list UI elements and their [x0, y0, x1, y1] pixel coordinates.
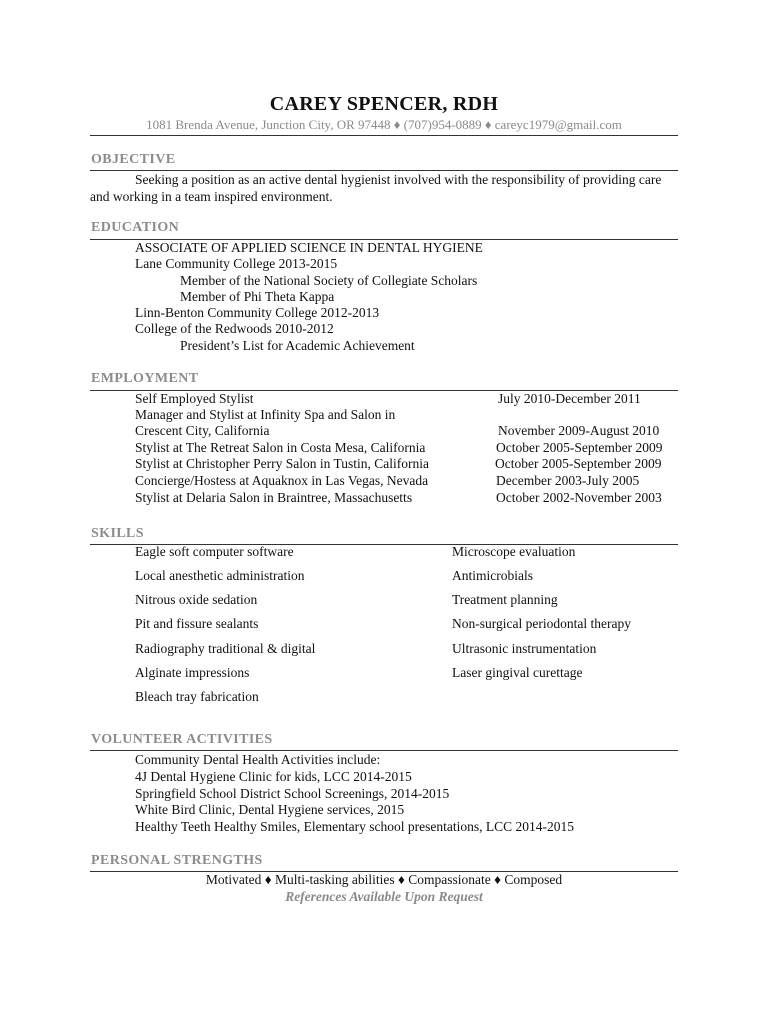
strengths-text: Motivated ♦ Multi-tasking abilities ♦ Compassionate ♦ Composed [205, 872, 563, 887]
skill-item: Radiography traditional & digital [135, 641, 316, 656]
objective-divider [90, 170, 678, 171]
job-title: Concierge/Hostess at Aquaknox in Las Vegas, Nevada [135, 473, 429, 488]
job-dates: December 2003-July 2005 [496, 473, 640, 488]
education-honor: Member of the National Society of Collegiate Scholars [180, 273, 478, 288]
job-title: Manager and Stylist at Infinity Spa and Salon in [135, 407, 396, 422]
contact-info: 1081 Brenda Avenue, Junction City, OR 97448 ♦ (707)954-0889 ♦ careyc1979@gmail.com [146, 117, 622, 132]
references-note: References Available Upon Request [285, 889, 483, 904]
skill-item: Treatment planning [452, 592, 558, 607]
skill-item: Eagle soft computer software [135, 544, 294, 559]
skills-heading: SKILLS [91, 526, 144, 541]
job-dates: October 2005-September 2009 [496, 440, 663, 455]
skill-item: Microscope evaluation [452, 544, 576, 559]
objective-heading: OBJECTIVE [91, 152, 176, 167]
education-honor: Member of Phi Theta Kappa [180, 289, 335, 304]
job-dates: July 2010-December 2011 [498, 391, 641, 406]
volunteer-divider [90, 750, 678, 751]
degree-title: ASSOCIATE OF APPLIED SCIENCE IN DENTAL HYGIENE [135, 240, 483, 255]
job-dates: November 2009-August 2010 [498, 423, 660, 438]
skill-item: Local anesthetic administration [135, 568, 305, 583]
skill-item: Alginate impressions [135, 665, 250, 680]
strengths-heading: PERSONAL STRENGTHS [91, 853, 263, 868]
skill-item: Pit and fissure sealants [135, 616, 259, 631]
volunteer-heading: VOLUNTEER ACTIVITIES [91, 732, 273, 747]
job-title-continued: Crescent City, California [135, 423, 270, 438]
skill-item: Nitrous oxide sedation [135, 592, 258, 607]
job-title: Self Employed Stylist [135, 391, 254, 406]
volunteer-item: White Bird Clinic, Dental Hygiene services, 2015 [135, 802, 405, 817]
job-title: Stylist at The Retreat Salon in Costa Mesa, California [135, 440, 426, 455]
objective-text: Seeking a position as an active dental hygienist involved with the responsibility of providing care and working in a team inspired environment. [90, 172, 662, 204]
job-title: Stylist at Delaria Salon in Braintree, Massachusetts [135, 490, 413, 505]
skill-item: Bleach tray fabrication [135, 689, 259, 704]
volunteer-item: Springfield School District School Screenings, 2014-2015 [135, 786, 450, 801]
education-school: Linn-Benton Community College 2012-2013 [135, 305, 380, 320]
header-divider [90, 135, 678, 136]
education-heading: EDUCATION [91, 220, 180, 235]
skill-item: Laser gingival curettage [452, 665, 583, 680]
volunteer-item: 4J Dental Hygiene Clinic for kids, LCC 2014-2015 [135, 769, 412, 784]
education-honor: President’s List for Academic Achievement [180, 338, 415, 353]
education-school: College of the Redwoods 2010-2012 [135, 321, 334, 336]
volunteer-intro: Community Dental Health Activities include: [135, 752, 381, 767]
employment-heading: EMPLOYMENT [91, 371, 199, 386]
job-dates: October 2002-November 2003 [496, 490, 662, 505]
skill-item: Non-surgical periodontal therapy [452, 616, 631, 631]
job-title: Stylist at Christopher Perry Salon in Tustin, California [135, 456, 430, 471]
volunteer-item: Healthy Teeth Healthy Smiles, Elementary school presentations, LCC 2014-2015 [135, 819, 574, 834]
candidate-name: CAREY SPENCER, RDH [269, 93, 499, 115]
job-dates: October 2005-September 2009 [495, 456, 662, 471]
skill-item: Antimicrobials [452, 568, 533, 583]
education-school: Lane Community College 2013-2015 [135, 256, 338, 271]
skill-item: Ultrasonic instrumentation [452, 641, 597, 656]
